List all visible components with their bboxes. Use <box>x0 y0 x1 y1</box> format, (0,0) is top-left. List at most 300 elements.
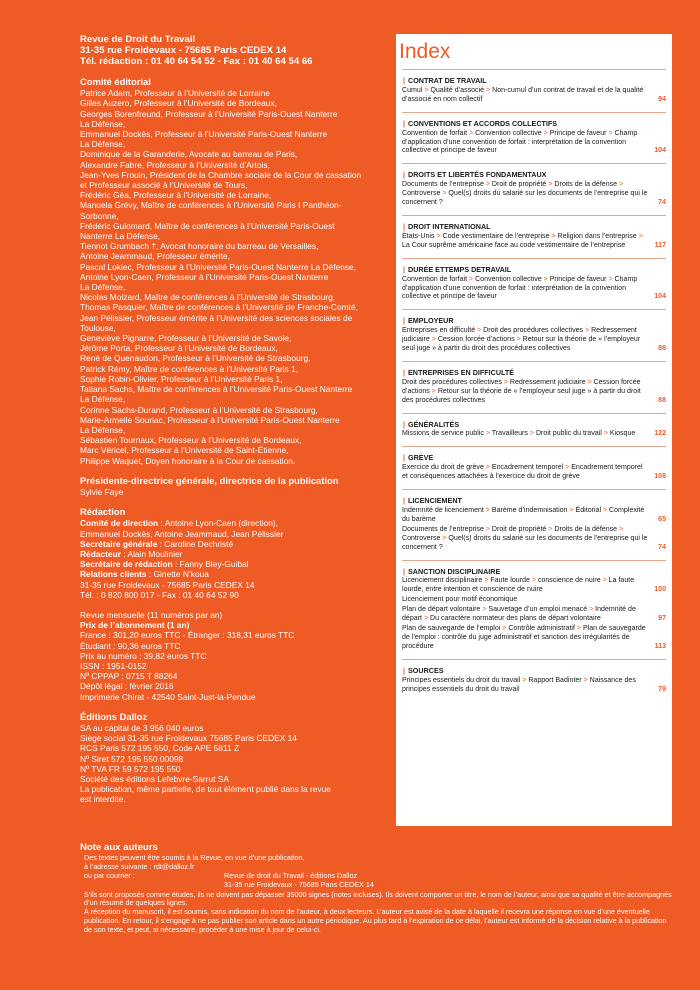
dalloz-line: Siège social 31-35 rue Froidevaux 75685 Paris CEDEX 14 <box>80 733 297 744</box>
dalloz-line: Société des éditions Lefebvre-Sarrut SA <box>80 774 229 784</box>
index-section-title: SANCTION DISCIPLINAIRE <box>408 566 501 576</box>
index-section-title: ENTREPRISES EN DIFFICULTÉ <box>408 367 515 377</box>
index-section <box>396 309 672 361</box>
dalloz-heading: Éditions Dalloz <box>80 710 148 722</box>
section-bar-icon: | <box>403 221 406 231</box>
comite-member: Dominique de la Garanderie, Avocate au barreau de Paris, <box>80 149 298 160</box>
index-section-heading <box>402 112 666 130</box>
redaction-line-text: : Antoine Lyon-Caen (direction), <box>158 518 278 529</box>
abonnement-line <box>80 681 378 691</box>
dalloz-block <box>80 712 378 805</box>
index-section-heading <box>402 659 666 677</box>
index-section-title: LICENCIEMENT <box>408 496 462 506</box>
comite-member: Tatiana Sachs, Maître de conférences à l’Université Paris-Ouest Nanterre <box>80 384 353 395</box>
index-entry <box>402 276 666 303</box>
index-keyword: Plan de sauvegarde de l’emploi : contrôle du juge administratif et sanction des irrégularités de procédure <box>402 624 646 650</box>
index-section-title: GRÈVE <box>408 453 434 463</box>
index-keyword: Champ d’application d’une convention de forfait : interprétation de la convention collective et principe de faveur <box>402 129 638 155</box>
index-section-body <box>396 87 672 112</box>
chevron-right-icon: > <box>480 606 489 614</box>
comite-member: Jean-Yves Frouin, Président de la Chambre sociale de la Cour de cassation <box>80 169 362 180</box>
index-section-heading <box>402 215 666 233</box>
index-keyword: Cumul <box>402 86 423 94</box>
index-entry <box>402 464 666 482</box>
comite-member: Alexandre Fabre, Professeur à l’Université d’Artois, <box>80 159 270 170</box>
chevron-right-icon: > <box>440 534 449 542</box>
index-section-title: CONTRAT DE TRAVAIL <box>408 76 487 85</box>
chevron-right-icon: > <box>483 507 492 514</box>
abonnement-line <box>80 661 378 671</box>
section-bar-icon: | <box>403 367 406 377</box>
comite-member: Sophie Robin-Olivier, Professeur à l’Université Paris 1, <box>80 373 283 384</box>
index-section-heading <box>402 446 666 464</box>
index-section <box>396 215 672 258</box>
abonnement-line <box>80 610 378 620</box>
section-bar-icon: | <box>403 453 406 463</box>
index-section <box>396 413 672 447</box>
redaction-list <box>80 518 378 600</box>
chevron-right-icon: > <box>421 615 431 623</box>
index-section-title: DROIT INTERNATIONAL <box>408 221 491 231</box>
comite-member: Patrice Adam, Professeur à l’Université de Lorraine <box>80 88 270 99</box>
dalloz-line: RCS Paris 572 195 550, Code APE 5811 Z <box>80 743 240 754</box>
index-section-heading <box>402 163 666 181</box>
section-bar-icon: | <box>403 264 406 274</box>
index-section-title: DURÉE ETTEMPS DETRAVAIL <box>408 264 512 274</box>
section-bar-icon: | <box>403 316 406 326</box>
abonnement-line-text: Imprimerie Chirat - 42540 Saint-Just-la-Pendue <box>80 691 256 702</box>
redaction-line-label: Comité de direction <box>80 518 159 529</box>
index-section <box>396 361 672 413</box>
index-title: Index <box>399 40 451 63</box>
comite-member: et Professeur associé à l’Université de Tours, <box>80 180 248 191</box>
index-section-body <box>396 464 672 489</box>
redaction-line-label: Secrétaire générale <box>80 538 158 549</box>
abonnement-line-label: Prix de l’abonnement (1 an) <box>80 620 190 631</box>
index-keyword: Convention collective <box>475 275 542 283</box>
index-section-heading <box>402 258 666 276</box>
index-section <box>396 659 672 702</box>
index-keyword: Du caractère normateur des plans de départ volontaire <box>430 615 601 623</box>
dalloz-line: La publication, même partielle, de tout élément publié dans la revue <box>80 784 331 795</box>
index-keyword: Entreprises en difficulté <box>402 327 476 335</box>
index-section-title: DROITS ET LIBERTÉS FONDAMENTAUX <box>408 170 547 180</box>
index-keyword: Missions de service public <box>402 430 484 438</box>
index-section-body <box>396 507 672 560</box>
index-keyword: Cession forcée d’actions <box>437 336 515 344</box>
abonnement-line <box>80 630 378 640</box>
chevron-right-icon: > <box>501 378 510 386</box>
index-keyword: Droits de la défense <box>554 181 618 189</box>
index-keyword: Droits de la défense <box>554 525 618 533</box>
index-keyword: Rapport Badinter <box>528 676 582 684</box>
index-page-number: 88 <box>658 396 666 404</box>
index-keyword: Contrôle administratif <box>508 624 575 632</box>
index-page-number: 113 <box>654 642 666 650</box>
notes-intro: Des textes peuvent être soumis à la Revue, en vue d’une publication, <box>84 852 305 862</box>
index-section-title: GÉNÉRALITÉS <box>408 419 460 429</box>
comite-member: Marc Véricel, Professeur à l’Université de Saint-Étienne, <box>80 445 289 456</box>
index-entry <box>402 526 666 553</box>
comite-member: Geneviève Pignarre, Professeur à l’Université de Savoie, <box>80 333 292 344</box>
index-section-title: CONVENTIONS ET ACCORDS COLLECTIFS <box>408 118 558 128</box>
comite-member: Manuela Grévy, Maître de conférences à l’Université Paris I Panthéon- <box>80 200 342 211</box>
redaction-line-text: 31-35 rue Froidevaux - 75685 Paris CEDEX 14 <box>80 579 255 590</box>
index-keyword: États-Unis <box>402 232 435 240</box>
index-entry <box>402 430 666 439</box>
index-keyword: Exercice du droit de grève <box>402 464 484 472</box>
index-keyword: Controverse <box>402 534 441 542</box>
chevron-right-icon: > <box>429 336 438 344</box>
dalloz-list <box>80 723 378 805</box>
chevron-right-icon: > <box>585 378 594 386</box>
journal-phone: Tél. rédaction : 01 40 64 54 52 - Fax : 01 40 64 54 66 <box>80 56 313 67</box>
index-section <box>396 446 672 489</box>
index-section <box>396 69 672 112</box>
chevron-right-icon: > <box>600 577 609 585</box>
section-bar-icon: | <box>403 419 406 429</box>
section-bar-icon: | <box>403 118 406 128</box>
chevron-right-icon: > <box>617 181 624 189</box>
index-keyword: Encadrement temporel <box>491 464 564 472</box>
chevron-right-icon: > <box>587 606 596 614</box>
comite-list <box>80 88 378 466</box>
index-keyword: Éditorial <box>575 507 602 514</box>
section-bar-icon: | <box>403 170 406 180</box>
index-keyword: Principes essentiels du droit du travail <box>402 676 521 684</box>
index-section-body <box>396 276 672 310</box>
comite-member: Philippe Waquet, Doyen honoraire à la Cour de cassation. <box>80 455 296 466</box>
index-section <box>396 112 672 164</box>
index-keyword: Religion dans l’entreprise <box>557 232 637 240</box>
abonnement-line-text: Nº CPPAP : 0715 T 88264 <box>80 671 178 682</box>
index-entry <box>402 577 666 595</box>
index-section-title: SOURCES <box>408 665 444 675</box>
index-page-number: 88 <box>658 345 666 353</box>
comite-member: Toulouse, <box>80 322 116 333</box>
comite-member: La Défense, <box>80 394 126 405</box>
abonnement-line <box>80 620 378 630</box>
index-keyword: Sauvetage d’un emploi menacé <box>488 606 588 614</box>
index-section <box>396 163 672 215</box>
index-keyword: Champ d’application d’une convention de forfait : interprétation de la convention collective et principe de faveur <box>402 275 638 301</box>
dalloz-line: est interdite. <box>80 794 126 805</box>
index-section-body <box>396 577 672 658</box>
index-keyword: Convention collective <box>475 129 542 137</box>
comite-member: René de Quenaudon, Professeur à l’Université de Strasbourg, <box>80 353 311 364</box>
notes-courier-row <box>80 872 676 881</box>
redaction-line-label: Rédacteur <box>80 548 121 559</box>
comite-member: Gilles Auzero, Professeur à l’Université de Bordeaux, <box>80 98 277 109</box>
comite-member: La Défense, <box>80 424 126 435</box>
chevron-right-icon: > <box>500 624 509 632</box>
index-keyword: Travailleurs <box>491 430 528 438</box>
comite-member: Frédéric Géa, Professeur à l’Université de Lorraine, <box>80 190 272 201</box>
redaction-line-text: Emmanuel Dockès, Antoine Jeammaud, Jean Pélissier <box>80 528 284 539</box>
chevron-right-icon: > <box>484 86 493 94</box>
masthead-column <box>80 34 378 805</box>
redaction-line-label: Secrétaire de rédaction <box>80 559 173 570</box>
index-keyword: Complexité du barème <box>402 507 645 523</box>
index-section-heading <box>402 69 666 87</box>
dalloz-line: SA au capital de 3 956 040 euros <box>80 722 204 733</box>
index-entry <box>402 327 666 354</box>
abonnement-line-text: Dépôt légal : février 2016 <box>80 681 174 692</box>
redaction-line <box>80 518 378 528</box>
index-keyword: Plan de départ volontaire <box>402 606 481 614</box>
index-keyword: Quel(s) droits du salarié sur les documents de l’entreprise qui le concernent ? <box>402 190 648 207</box>
redaction-line <box>80 569 378 579</box>
index-entry <box>402 233 666 251</box>
chevron-right-icon: > <box>549 232 558 240</box>
comite-member: Sébastien Tournaux, Professeur à l’Université de Bordeaux, <box>80 435 302 446</box>
index-section-heading <box>402 413 666 431</box>
abonnement-line <box>80 651 378 661</box>
comite-heading: Comité éditorial <box>80 76 151 87</box>
dalloz-line: Nº TVA FR 59 572 195 550 <box>80 763 181 774</box>
chevron-right-icon: > <box>429 387 438 395</box>
index-keyword: Barème d’indemnisation <box>491 507 568 514</box>
index-page-number: 74 <box>658 543 666 551</box>
abonnement-line-text: ISSN : 1951-0152 <box>80 660 147 671</box>
index-entry <box>402 87 666 105</box>
comite-member: Jean Pélissier, Professeur émérite à l’Université des sciences sociales de <box>80 312 353 323</box>
index-keyword: Indemnité de départ <box>402 606 636 623</box>
notes-email: à l’adresse suivante : rdt@dalloz.fr <box>84 861 195 871</box>
chevron-right-icon: > <box>541 129 550 137</box>
chevron-right-icon: > <box>440 190 449 198</box>
chevron-right-icon: > <box>636 232 643 240</box>
comite-member: La Défense, <box>80 139 126 150</box>
journal-address: 31-35 rue Froidevaux - 75685 Paris CEDEX 14 <box>80 45 287 56</box>
comite-member: Tiennot Grumbach †, Avocat honoraire du barreau de Versailles, <box>80 241 319 252</box>
index-page-number: 122 <box>654 430 666 438</box>
presidente-block <box>80 476 378 497</box>
redaction-line <box>80 529 378 539</box>
comite-member: Emmanuel Dockès, Professeur à l’Université Paris-Ouest Nanterre <box>80 129 328 140</box>
index-entry <box>402 606 666 624</box>
chevron-right-icon: > <box>541 275 550 283</box>
index-keyword: Convention de forfait <box>402 129 468 137</box>
comite-member: Frédéric Guiomard, Maître de conférences à l’Université Paris-Ouest <box>80 220 335 231</box>
index-keyword: La faute lourde, entre intention et conscience de nuire <box>402 577 635 594</box>
index-section-heading <box>402 309 666 327</box>
dalloz-line: Nº Siret 572 195 550 00098 <box>80 753 184 764</box>
index-keyword: Cession forcée d’actions <box>402 378 641 395</box>
index-keyword: Kiosque <box>609 430 636 438</box>
comite-member: La Défense, <box>80 118 126 129</box>
index-keyword: Droit de propriété <box>491 525 547 533</box>
index-entry <box>402 379 666 406</box>
redaction-line-text: : Alain Moulinier <box>120 548 183 559</box>
comite-member: Antoine Lyon-Caen, Professeur à l’Université Paris-Ouest Nanterre <box>80 271 329 282</box>
index-entry <box>402 181 666 208</box>
comite-block <box>80 77 378 466</box>
redaction-line-text: Tél. : 0 820 800 017 - Fax : 01 40 64 52 90 <box>80 589 239 600</box>
comite-member: Marie-Armelle Souriac, Professeur à l’Université Paris-Ouest Nanterre <box>80 414 340 425</box>
redaction-line <box>80 559 378 569</box>
index-keyword: Droit de propriété <box>491 181 547 189</box>
index-entry <box>402 130 666 157</box>
chevron-right-icon: > <box>546 525 555 533</box>
notes-courier-row-2 <box>80 881 676 890</box>
redaction-line <box>80 580 378 590</box>
abonnement-line-text: Prix au numéro : 39,82 euros TTC <box>80 650 207 661</box>
abonnement-block <box>80 610 378 702</box>
index-keyword: Redressement judiciaire <box>509 378 586 386</box>
redaction-line-text: : Fanny Bley-Guibal <box>172 559 249 570</box>
chevron-right-icon: > <box>520 676 529 684</box>
index-sections <box>396 69 672 701</box>
redaction-line-label: Relations clients <box>80 569 147 580</box>
chevron-right-icon: > <box>581 676 590 684</box>
comite-member: Nanterre La Défense, <box>80 231 161 242</box>
index-entry <box>402 625 666 652</box>
comite-member: Jérôme Porta, Professeur à l’Université de Bordeaux, <box>80 343 278 354</box>
chevron-right-icon: > <box>475 327 484 335</box>
index-page-number: 108 <box>654 473 666 481</box>
comite-member: Corinne Sachs-Durand, Professeur à l’Université de Strasbourg, <box>80 404 318 415</box>
redaction-line-text: : Ginette N’koua <box>146 569 209 580</box>
index-section-body <box>396 130 672 164</box>
index-page-number: 97 <box>658 615 666 623</box>
chevron-right-icon: > <box>601 430 610 438</box>
notes-auteurs <box>80 844 676 935</box>
redaction-line <box>80 549 378 559</box>
journal-title: Revue de Droit du Travail <box>80 34 196 45</box>
abonnement-list <box>80 610 378 702</box>
index-keyword: Redressement judiciaire <box>402 327 637 344</box>
abonnement-line <box>80 671 378 681</box>
index-section <box>396 489 672 559</box>
index-keyword: Droit des procédures collectives <box>402 378 502 386</box>
index-keyword: Naissance des principes essentiels du droit du travail <box>402 676 636 693</box>
index-keyword: Encadrement temporel et conséquences attachées à l’exercice du droit de grève <box>402 464 643 481</box>
index-section-heading <box>402 489 666 507</box>
chevron-right-icon: > <box>617 525 624 533</box>
chevron-right-icon: > <box>583 327 592 335</box>
abonnement-line-text: Revue mensuelle (11 numéros par an) <box>80 609 223 620</box>
notes-para-1: S’ils sont proposés comme études, ils ne doivent pas dépasser 35000 signes (notes incluses). Ils doivent comporter un titre, le nom de l’auteur, ainsi que sa qualité et être accompagnés d’un résumé de quelques lignes. <box>84 889 672 908</box>
index-section-heading <box>402 361 666 379</box>
comite-member: La Défense, <box>80 282 126 293</box>
index-keyword: Quel(s) droits du salarié sur les documents de l’entreprise qui le concernent ? <box>402 534 648 551</box>
index-keyword: Licenciement disciplinaire <box>402 577 483 585</box>
section-bar-icon: | <box>403 76 406 85</box>
index-page-number: 117 <box>654 241 666 249</box>
chevron-right-icon: > <box>483 430 492 438</box>
chevron-right-icon: > <box>514 336 523 344</box>
chevron-right-icon: > <box>483 525 492 533</box>
index-section-body <box>396 430 672 446</box>
notes-courier-line2: 31-35 rue Froidevaux - 75685 Paris CEDEX 14 <box>224 879 374 889</box>
abonnement-line <box>80 692 378 702</box>
index-keyword: Droit des procédures collectives <box>483 327 584 335</box>
index-page-number: 104 <box>654 293 666 301</box>
index-keyword: Plan de sauvegarde de l’emploi <box>402 624 501 632</box>
chevron-right-icon: > <box>527 430 536 438</box>
abonnement-line-text: France : 301,20 euros TTC - Étranger : 318,31 euros TTC <box>80 630 295 641</box>
chevron-right-icon: > <box>422 86 431 94</box>
chevron-right-icon: > <box>467 129 476 137</box>
chevron-right-icon: > <box>601 507 610 514</box>
comite-member: Sorbonne, <box>80 210 119 221</box>
notes-courier-label: ou par courrier : <box>84 870 135 880</box>
chevron-right-icon: > <box>482 577 491 585</box>
index-section-title: EMPLOYEUR <box>408 316 454 326</box>
index-section <box>396 258 672 310</box>
chevron-right-icon: > <box>606 129 615 137</box>
index-page-number: 100 <box>654 586 666 594</box>
presidente-name: Sylvie Faye <box>80 486 124 497</box>
index-section-heading <box>402 560 666 578</box>
redaction-block <box>80 507 378 600</box>
index-section <box>396 560 672 659</box>
comite-member: Patrick Rémy, Maître de conférences à l’Université Paris 1, <box>80 363 299 374</box>
section-bar-icon: | <box>403 566 406 576</box>
section-bar-icon: | <box>403 665 406 675</box>
chevron-right-icon: > <box>529 577 538 585</box>
chevron-right-icon: > <box>606 275 615 283</box>
chevron-right-icon: > <box>483 181 492 189</box>
index-keyword: Licenciement pour motif économique <box>402 596 518 604</box>
index-panel <box>396 34 672 826</box>
redaction-line-text: : Caroline Dechristé <box>157 538 234 549</box>
chevron-right-icon: > <box>563 464 572 472</box>
notes-para-2: À réception du manuscrit, il est soumis, sans indication du nom de l’auteur, à deux lecteurs. L’auteur est avisé de la date à laquelle il recevra une réponse en vue d’une éventuelle publication. En retour, il s’engage à ne pas publier son article dans un autre périodique. Au plus tard à l’expiration de ce délai, l’auteur est informé de la décision relative à la publication de son texte, et peut, si nécessaire, procéder à une mise à jour de celui-ci. <box>84 907 667 935</box>
index-keyword: conscience de nuire <box>537 577 601 585</box>
abonnement-line-text: Étudiant : 90,36 euros TTC <box>80 640 181 651</box>
index-section-body <box>396 181 672 215</box>
comite-member: Pascal Lokiec, Professeur à l’Université Paris-Ouest Nanterre La Défense, <box>80 261 357 272</box>
index-keyword: Indemnité de licenciement <box>402 507 484 514</box>
index-page-number: 94 <box>658 95 666 103</box>
index-section-body <box>396 327 672 361</box>
notes-courier-line1: Revue de droit du Travail - éditions Dalloz <box>224 870 358 880</box>
chevron-right-icon: > <box>434 232 443 240</box>
index-keyword: Faute lourde <box>490 577 530 585</box>
index-section-body <box>396 233 672 258</box>
index-page-number: 79 <box>658 685 666 693</box>
chevron-right-icon: > <box>574 624 583 632</box>
chevron-right-icon: > <box>483 464 492 472</box>
index-keyword: Retour sur la théorie de « l’employeur seul juge » à partir du droit des procédures collectives <box>402 336 641 353</box>
redaction-line <box>80 539 378 549</box>
index-keyword: Convention de forfait <box>402 275 468 283</box>
notes-heading: Note aux auteurs <box>80 842 158 853</box>
index-keyword: Principe de faveur <box>549 275 607 283</box>
index-section-body <box>396 379 672 413</box>
index-page-number: 65 <box>658 515 666 523</box>
index-section-body <box>396 677 672 702</box>
index-keyword: Documents de l’entreprise <box>402 525 484 533</box>
redaction-line <box>80 590 378 600</box>
index-page-number: 104 <box>654 147 666 155</box>
comite-member: Thomas Pasquier, Maître de conférences à l’Université de Franche-Comté, <box>80 302 358 313</box>
presidente-heading: Présidente-directrice générale, directrice de la publication <box>80 474 339 486</box>
index-keyword: La Cour suprême américaine face au code vestimentaire de l’entreprise <box>402 241 626 249</box>
comite-member: Georges Borenfreund, Professeur à l’Université Paris-Ouest Nanterre <box>80 108 338 119</box>
chevron-right-icon: > <box>546 181 555 189</box>
index-entry <box>402 507 666 525</box>
index-entry <box>402 596 666 605</box>
index-keyword: Non-cumul d’un contrat de travail et de la qualité d’associé en nom collectif <box>402 86 644 103</box>
chevron-right-icon: > <box>567 507 576 514</box>
chevron-right-icon: > <box>467 275 476 283</box>
index-entry <box>402 677 666 695</box>
index-keyword: Principe de faveur <box>549 129 607 137</box>
index-keyword: Qualité d’associé <box>430 86 485 94</box>
